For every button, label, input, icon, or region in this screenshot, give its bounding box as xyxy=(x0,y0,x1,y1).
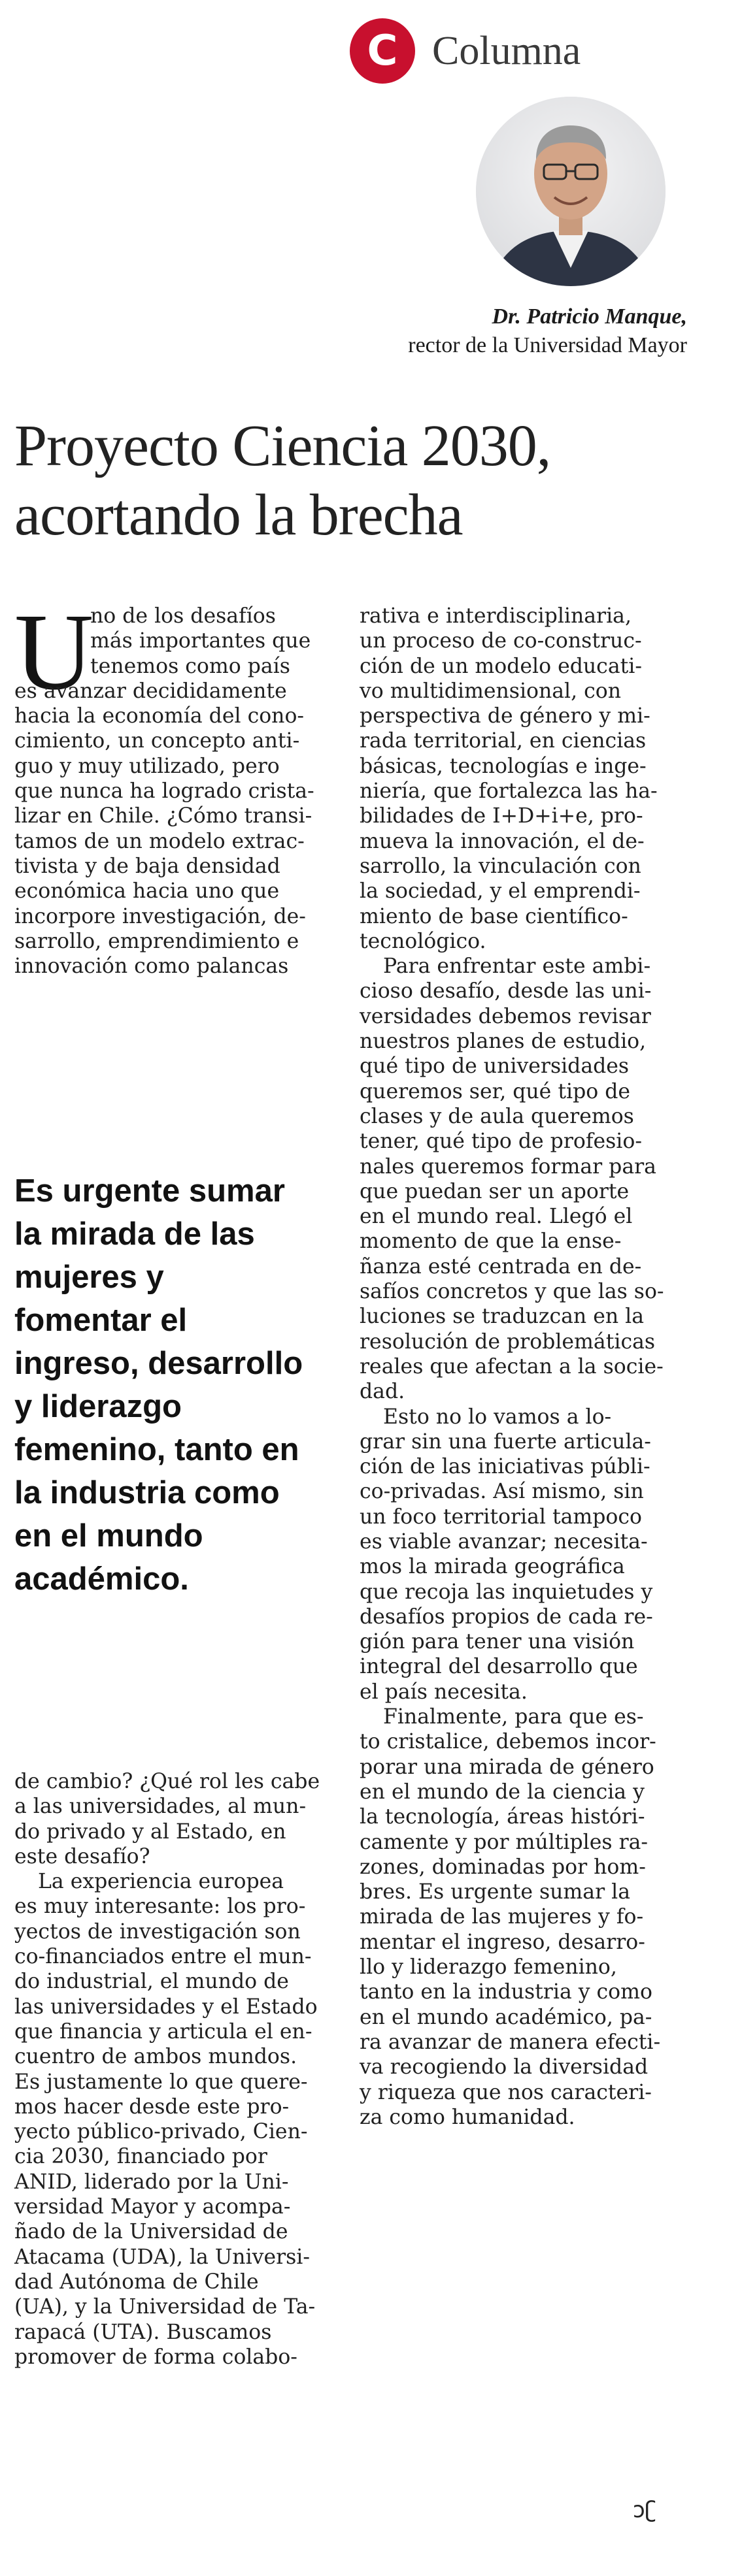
text-line: en el mundo académico, pa- xyxy=(360,2005,652,2029)
end-mark-icon: ɔʗ xyxy=(633,2497,657,2523)
text-line: tecnológico. xyxy=(360,929,486,953)
text-line: cioso desafío, desde las uni- xyxy=(360,979,652,1003)
text-line: un proceso de co-construc- xyxy=(360,629,642,653)
text-line: miento de base científico- xyxy=(360,904,628,928)
text-line: la sociedad, y el emprendi- xyxy=(360,879,641,904)
text-line: vo multidimensional, con xyxy=(360,679,622,703)
text-line: bilidades de I+D+i+e, pro- xyxy=(360,804,643,828)
text-line: momento de que la ense- xyxy=(360,1230,622,1254)
text-line: ción de las iniciativas públi- xyxy=(360,1455,650,1479)
text-line: Finalmente, para que es- xyxy=(383,1705,644,1729)
section-label: Columna xyxy=(432,28,581,73)
text-line: de cambio? ¿Qué rol les cabe xyxy=(14,1770,320,1793)
text-line: versidades debemos revisar xyxy=(360,1004,651,1028)
text-line: guo y muy utilizado, pero xyxy=(14,754,280,778)
text-line: ñanza esté centrada en de- xyxy=(360,1254,642,1279)
section-logo: C xyxy=(350,18,415,84)
text-line: es viable avanzar; necesita- xyxy=(360,1529,648,1554)
body-column-left-bottom xyxy=(14,1769,354,2370)
text-line: promover de forma colabo- xyxy=(14,2345,297,2369)
text-line: Para enfrentar este ambi- xyxy=(383,954,651,979)
text-line: gión para tener una visión xyxy=(360,1630,635,1654)
pull-quote xyxy=(14,1169,354,1601)
pull-quote-line: Es urgente sumar xyxy=(14,1173,285,1209)
text-line: tamos de un modelo extrac- xyxy=(14,829,305,853)
text-line: tenemos como país xyxy=(90,654,290,678)
text-line: grar sin una fuerte articula- xyxy=(360,1429,651,1454)
text-line: perspectiva de género y mi- xyxy=(360,704,650,728)
text-line: za como humanidad. xyxy=(360,2105,575,2129)
text-line: clases y de aula queremos xyxy=(360,1104,634,1128)
text-line: dad Autónoma de Chile xyxy=(14,2270,259,2294)
author-photo xyxy=(476,97,666,286)
text-line: Atacama (UDA), la Universi- xyxy=(14,2245,311,2269)
pull-quote-line: en el mundo xyxy=(14,1518,203,1554)
text-line: en el mundo de la ciencia y xyxy=(360,1780,645,1804)
text-line: económica hacia uno que xyxy=(14,879,280,904)
text-line: llo y liderazgo femenino, xyxy=(360,1955,617,1980)
text-line: va recogiendo la diversidad xyxy=(360,2055,649,2079)
text-line: integral del desarrollo que xyxy=(360,1655,638,1679)
body-column-right xyxy=(360,604,667,2130)
text-line: rativa e interdisciplinaria, xyxy=(360,604,632,628)
headline-line: acortando la brecha xyxy=(14,483,463,547)
text-line: sarrollo, emprendimiento e xyxy=(14,929,299,953)
text-line: el país necesita. xyxy=(360,1680,528,1704)
text-line: zones, dominadas por hom- xyxy=(360,1855,646,1879)
text-line: es avanzar decididamente xyxy=(14,679,287,703)
headline-line: Proyecto Ciencia 2030, xyxy=(14,414,551,478)
text-line: qué tipo de universidades xyxy=(360,1054,630,1079)
text-line: mos la mirada geográfica xyxy=(360,1555,625,1579)
text-line: mueva la innovación, el de- xyxy=(360,829,645,853)
text-line: desafíos propios de cada re- xyxy=(360,1605,653,1629)
text-line: mos hacer desde este pro- xyxy=(14,2095,290,2119)
pull-quote-line: mujeres y xyxy=(14,1260,164,1295)
text-line: a las universidades, al mun- xyxy=(14,1795,307,1819)
text-line: este desafío? xyxy=(14,1844,150,1868)
text-line: co-privadas. Así mismo, sin xyxy=(360,1480,644,1504)
text-line: co-financiados entre el mun- xyxy=(14,1945,312,1969)
section-header xyxy=(350,18,581,84)
text-line: ñado de la Universidad de xyxy=(14,2220,288,2244)
text-line: incorpore investigación, de- xyxy=(14,904,306,928)
author-role: rector de la Universidad Mayor xyxy=(408,333,687,357)
text-line: que financia y articula el en- xyxy=(14,2019,312,2044)
text-line: yecto público-privado, Cien- xyxy=(14,2120,308,2144)
text-line: resolución de problemáticas xyxy=(360,1329,656,1354)
pull-quote-line: la industria como xyxy=(14,1475,280,1510)
text-line: cuentro de ambos mundos. xyxy=(14,2045,297,2069)
text-line: no de los desafíos xyxy=(90,604,276,628)
text-line: tener, qué tipo de profesio- xyxy=(360,1130,642,1154)
text-line: camente y por múltiples ra- xyxy=(360,1830,649,1854)
text-line: hacia la economía del cono- xyxy=(14,704,305,728)
text-line: cia 2030, financiado por xyxy=(14,2145,267,2169)
text-line: las universidades y el Estado xyxy=(14,1995,318,2019)
text-line: rada territorial, en ciencias xyxy=(360,729,647,753)
text-line: innovación como palancas xyxy=(14,954,289,979)
text-line: que nunca ha logrado crista- xyxy=(14,779,314,804)
text-line: la tecnología, áreas históri- xyxy=(360,1805,645,1829)
author-name: Dr. Patricio Manque, xyxy=(492,304,687,329)
text-line: ra avanzar de manera efecti- xyxy=(360,2030,661,2054)
text-line: ANID, liderado por la Uni- xyxy=(14,2170,289,2194)
text-line: y riqueza que nos caracteri- xyxy=(360,2080,652,2104)
text-line: más importantes que xyxy=(90,629,311,653)
author-portrait-image xyxy=(476,97,666,286)
pull-quote-line: académico. xyxy=(14,1561,189,1597)
text-line: Es justamente lo que quere- xyxy=(14,2070,308,2094)
text-line: sarrollo, la vinculación con xyxy=(360,854,641,878)
text-line: nales queremos formar para xyxy=(360,1154,656,1179)
pull-quote-line: ingreso, desarrollo xyxy=(14,1346,303,1381)
text-line: queremos ser, qué tipo de xyxy=(360,1079,631,1103)
pull-quote-line: fomentar el xyxy=(14,1303,188,1338)
text-line: nuestros planes de estudio, xyxy=(360,1030,647,1054)
text-line: que puedan ser un aporte xyxy=(360,1179,630,1203)
text-line: cimiento, un concepto anti- xyxy=(14,729,300,753)
text-line: do industrial, el mundo de xyxy=(14,1970,289,1994)
text-line: do privado y al Estado, en xyxy=(14,1819,286,1844)
text-line: ción de un modelo educati- xyxy=(360,654,642,678)
text-line: es muy interesante: los pro- xyxy=(14,1895,306,1919)
text-line: un foco territorial tampoco xyxy=(360,1505,642,1529)
text-line: bres. Es urgente sumar la xyxy=(360,1880,631,1904)
pull-quote-line: la mirada de las xyxy=(14,1216,255,1252)
body-column-left-top xyxy=(14,591,354,979)
text-line: (UA), y la Universidad de Ta- xyxy=(14,2295,316,2319)
text-line: tivista y de baja densidad xyxy=(14,854,280,878)
text-line: to cristalice, debemos incor- xyxy=(360,1730,656,1754)
text-line: tanto en la industria y como xyxy=(360,1980,652,2004)
text-line: rapacá (UTA). Buscamos xyxy=(14,2320,272,2344)
pull-quote-line: y liderazgo xyxy=(14,1389,182,1424)
text-line: reales que afectan a la socie- xyxy=(360,1354,664,1378)
text-line: niería, que fortalezca las ha- xyxy=(360,779,658,804)
text-line: dad. xyxy=(360,1380,405,1404)
text-line: porar una mirada de género xyxy=(360,1755,654,1779)
text-line: básicas, tecnologías e inge- xyxy=(360,754,647,778)
text-line: Esto no lo vamos a lo- xyxy=(383,1405,612,1429)
text-line: que recoja las inquietudes y xyxy=(360,1580,653,1604)
text-line: mentar el ingreso, desarro- xyxy=(360,1930,645,1954)
text-line: safíos concretos y que las so- xyxy=(360,1280,664,1304)
text-line: yectos de investigación son xyxy=(14,1919,301,1944)
text-line: luciones se traduzcan en la xyxy=(360,1305,645,1329)
headline xyxy=(14,412,734,550)
text-line: La experiencia europea xyxy=(38,1870,284,1894)
text-line: lizar en Chile. ¿Cómo transi- xyxy=(14,804,312,828)
pull-quote-line: femenino, tanto en xyxy=(14,1432,299,1467)
text-line: mirada de las mujeres y fo- xyxy=(360,1905,644,1929)
text-line: versidad Mayor y acompa- xyxy=(14,2195,291,2219)
text-line: en el mundo real. Llegó el xyxy=(360,1205,633,1229)
dropcap: U xyxy=(14,591,94,713)
